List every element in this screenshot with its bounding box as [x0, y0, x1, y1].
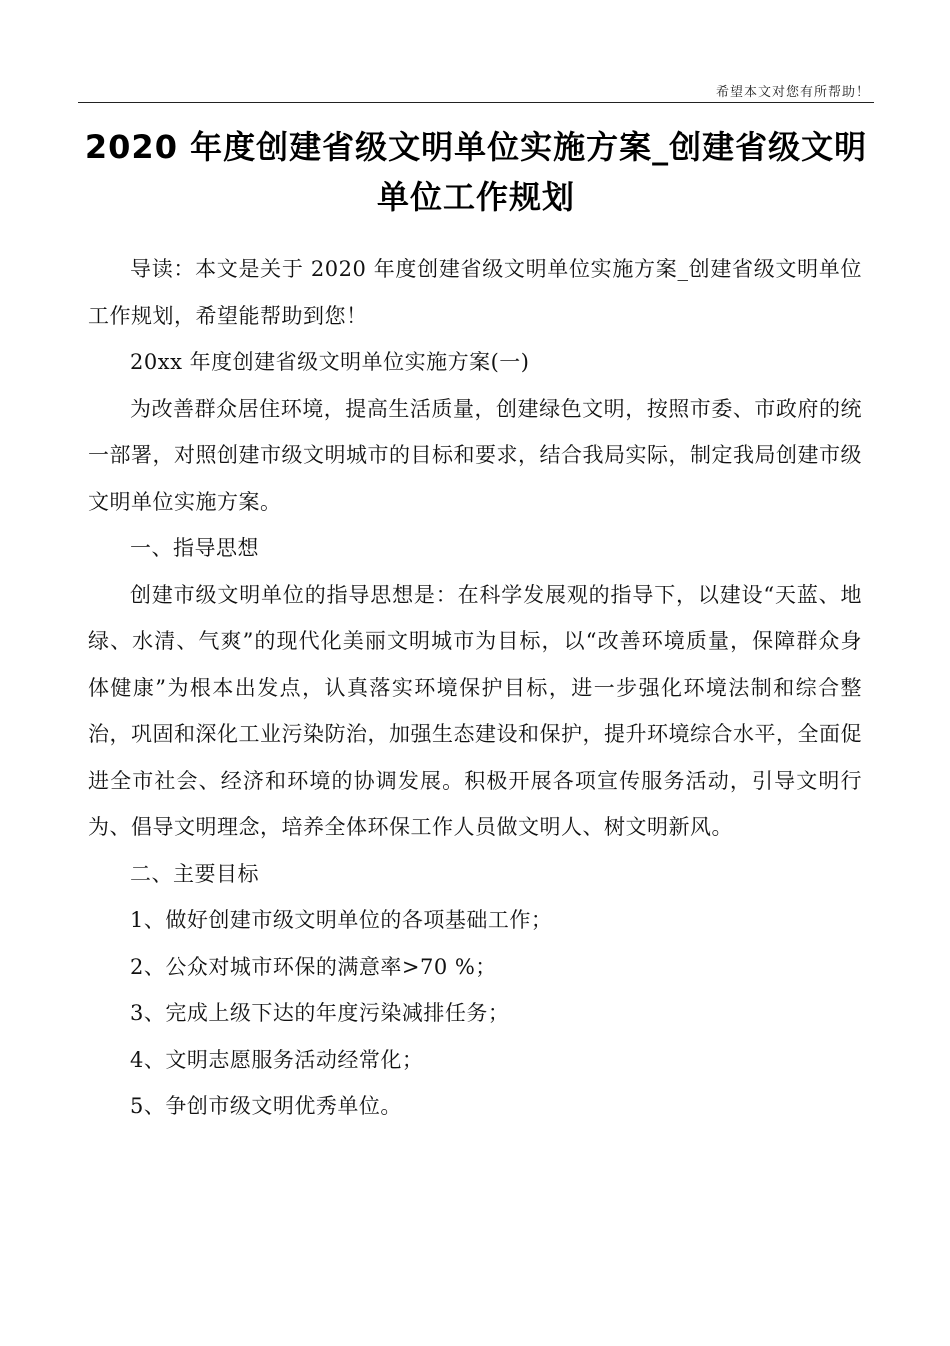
purpose-paragraph: 为改善群众居住环境，提高生活质量，创建绿色文明，按照市委、市政府的统一部署，对照创建市级文明城市的目标和要求，结合我局实际，制定我局创建市级文明单位实施方案。: [88, 396, 862, 514]
goal-list-item: 2、公众对城市环保的满意率>70 %；: [130, 954, 497, 979]
intro-paragraph: 导读：本文是关于 2020 年度创建省级文明单位实施方案_创建省级文明单位工作规划，希望能帮助到您！: [88, 257, 862, 328]
header-divider: [78, 102, 874, 103]
document-title: 2020 年度创建省级文明单位实施方案_创建省级文明单位工作规划: [84, 128, 868, 216]
section-heading-plan: 20xx 年度创建省级文明单位实施方案(一): [130, 350, 530, 374]
goal-list-item: 3、完成上级下达的年度污染减排任务；: [130, 1001, 510, 1025]
guiding-ideology-paragraph: 创建市级文明单位的指导思想是：在科学发展观的指导下，以建设“天蓝、地绿、水清、气爽”的现代化美丽文明城市为目标，以“改善环境质量，保障群众身体健康”为根本出发点，认真落实环境保护目标，进一步强化环境法制和综合整治，巩固和深化工业污染防治，加强生态建设和保护，提升环境综合水平，全面促进全市社会、经济和环境的协调发展。积极开展各项宣传服务活动，引导文明行为、倡导文明理念，培养全体环保工作人员做文明人、树文明新风。: [88, 582, 862, 839]
goal-list-item: 5、争创市级文明优秀单位。: [130, 1094, 402, 1118]
section-heading-guiding-ideology: 一、指导思想: [130, 536, 259, 560]
header-note: 希望本文对您有所帮助！: [715, 85, 870, 100]
goal-list-item: 4、文明志愿服务活动经常化；: [130, 1047, 424, 1072]
document-body: [88, 246, 862, 1130]
goal-list-item: 1、做好创建市级文明单位的各项基础工作；: [130, 908, 553, 932]
section-heading-main-goals: 二、主要目标: [130, 861, 259, 886]
